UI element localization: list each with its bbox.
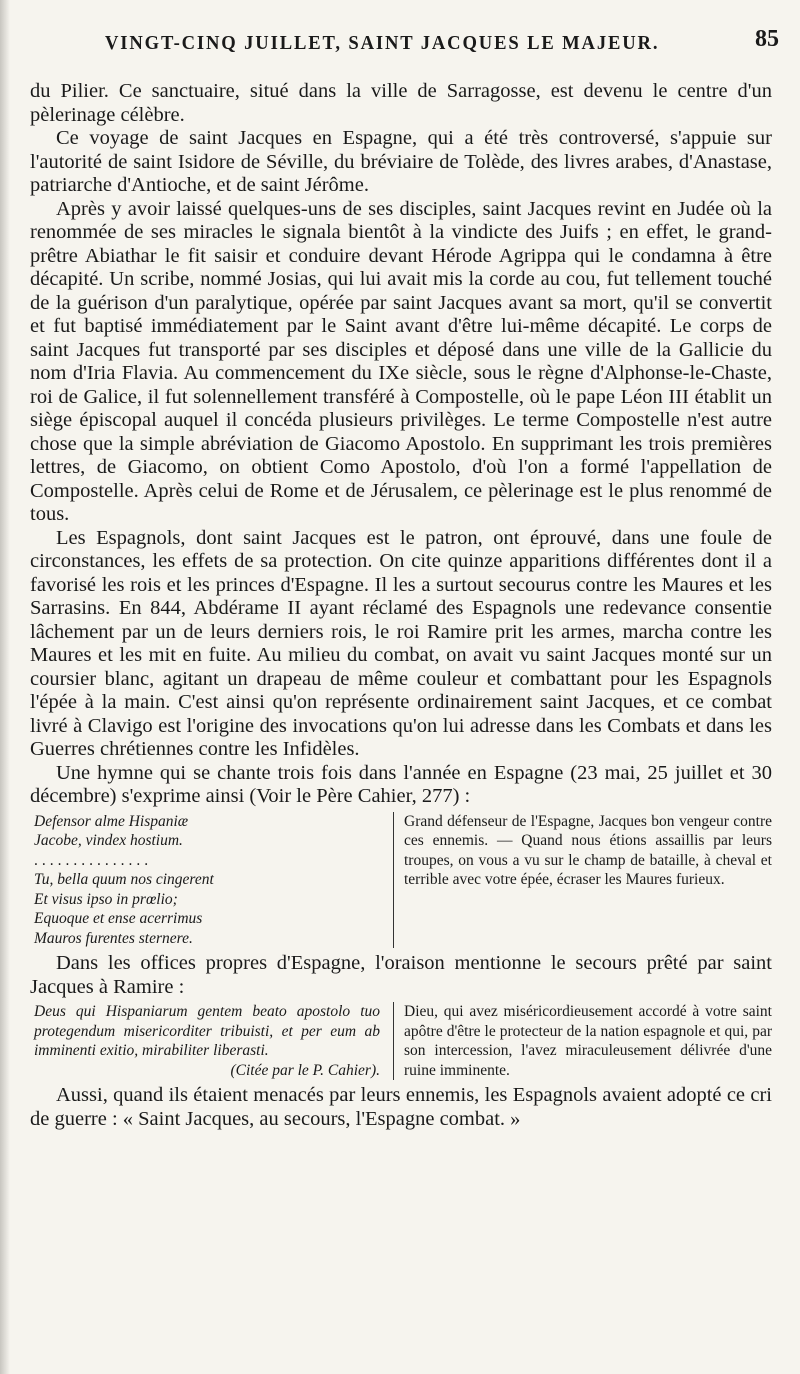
paragraph-2: Ce voyage de saint Jacques en Espagne, qui a été très controversé, s'appuie sur l'autorité de saint Isidore de Séville, du bréviaire de Tolède, des livres arabes, d'Anastase, patriarche d'Antioche, et de saint Jérôme. (30, 127, 772, 196)
hymn-latin (30, 812, 380, 949)
paragraph-6: Dans les offices propres d'Espagne, l'oraison mentionne le secours prêté par saint Jacques à Ramire : (30, 952, 772, 998)
paragraph-4: Les Espagnols, dont saint Jacques est le patron, ont éprouvé, dans une foule de circonstances, les effets de sa protection. On cite quinze apparitions différentes dont il a favorisé les rois et les princes d'Espagne. Il les a surtout secourus contre les Maures et les Sarrasins. En 844, Abdérame II ayant réclamé des Espagnols une redevance consentie lâchement par un de leurs derniers rois, le roi Ramire prit les armes, marcha contre les Maures et les mit en fuite. Au milieu du combat, on avait vu saint Jacques monté sur un coursier blanc, agitant un drapeau de même couleur et combattant pour les Espagnols l'épée à la main. C'est ainsi qu'on représente ordinairement saint Jacques, et ce combat livré à Clavigo est l'origine des invocations qu'on lui adresse dans les Combats et dans les Guerres chrétiennes contre les Infidèles. (30, 526, 772, 760)
oraison-translation (393, 1002, 772, 1080)
page-number: 85 (755, 26, 779, 52)
hymn-line: Et visus ipso in prœlio; (34, 890, 178, 908)
paragraph-3: Après y avoir laissé quelques-uns de ses disciples, saint Jacques revint en Judée où la renommée de ses miracles le signala bientôt à la vindicte des Juifs ; en effet, le grand-prêtre Abiathar le fit saisir et conduire devant Hérode Agrippa qui le condamna à être décapité. Un scribe, nommé Josias, qui lui avait mis la corde au cou, fut tellement touché de la guérison d'un paralytique, opérée par saint Jacques avant sa mort, qu'il se convertit et fut baptisé immédiatement par le Saint avant d'être lui-même décapité. Le corps de saint Jacques fut transporté par ses disciples et déposé dans une ville de la Gallicie du nom d'Iria Flavia. Au commencement du IXe siècle, sous le règne d'Alphonse-le-Chaste, roi de Galice, il fut solennellement transféré à Compostelle, où le pape Léon III établit un siège épiscopal auquel il concéda plusieurs privilèges. Le terme Compostelle n'est autre chose que la simple abréviation de Giacomo Apostolo. En supprimant les trois premières lettres, de Giacomo, on obtient Como Apostolo, d'où l'on a formé l'appellation de Compostelle. Après celui de Rome et de Jérusalem, ce pèlerinage est le plus renommé de tous. (30, 197, 772, 525)
ellipsis-dots: ............... (34, 851, 153, 869)
paragraph-5: Une hymne qui se chante trois fois dans l'année en Espagne (23 mai, 25 juillet et 30 décembre) s'exprime ainsi (Voir le Père Cahier, 277) : (30, 761, 772, 807)
body-text (30, 80, 772, 1131)
hymn-line: Tu, bella quum nos cingerent (34, 871, 214, 888)
oraison-latin (30, 1002, 380, 1080)
oraison-latin-text: Deus qui Hispaniarum gentem beato apostolo tuo protegendum misericorditer tribuisti, et per eum ab imminenti exitio, mirabiliter liberasti. (34, 1003, 380, 1059)
oraison-block (30, 1002, 772, 1080)
oraison-citation: (Citée par le P. Cahier). (230, 1061, 380, 1079)
hymn-french-text: Grand défenseur de l'Espagne, Jacques bon vengeur contre ces ennemis. — Quand nous étions assaillis par leurs troupes, on vous a vu sur le champ de bataille, à cheval et terrible avec votre épée, écraser les Maures furieux. (404, 812, 772, 888)
hymn-line: Jacobe, vindex hostium. (34, 832, 183, 849)
hymn-line: Defensor alme Hispaniæ (34, 812, 189, 830)
hymn-line: Mauros furentes sternere. (34, 929, 193, 947)
oraison-french-text: Dieu, qui avez miséricordieusement accordé à votre saint apôtre d'être le protecteur de la nation espagnole et qui, par son intercession, l'avez miraculeusement délivrée d'une ruine imminente. (404, 1003, 772, 1079)
hymn-block (30, 812, 772, 949)
page-shadow-edge (0, 0, 10, 1374)
paragraph-7: Aussi, quand ils étaient menacés par leurs ennemis, les Espagnols avaient adopté ce cri de guerre : « Saint Jacques, au secours, l'Espagne combat. » (30, 1084, 772, 1130)
hymn-line: Equoque et ense acerrimus (34, 910, 203, 927)
hymn-translation (393, 812, 772, 949)
paragraph-1: du Pilier. Ce sanctuaire, situé dans la ville de Sarragosse, est devenu le centre d'un pèlerinage célèbre. (30, 80, 772, 126)
running-head: VINGT-CINQ JUILLET, SAINT JACQUES LE MAJEUR. (105, 32, 660, 54)
